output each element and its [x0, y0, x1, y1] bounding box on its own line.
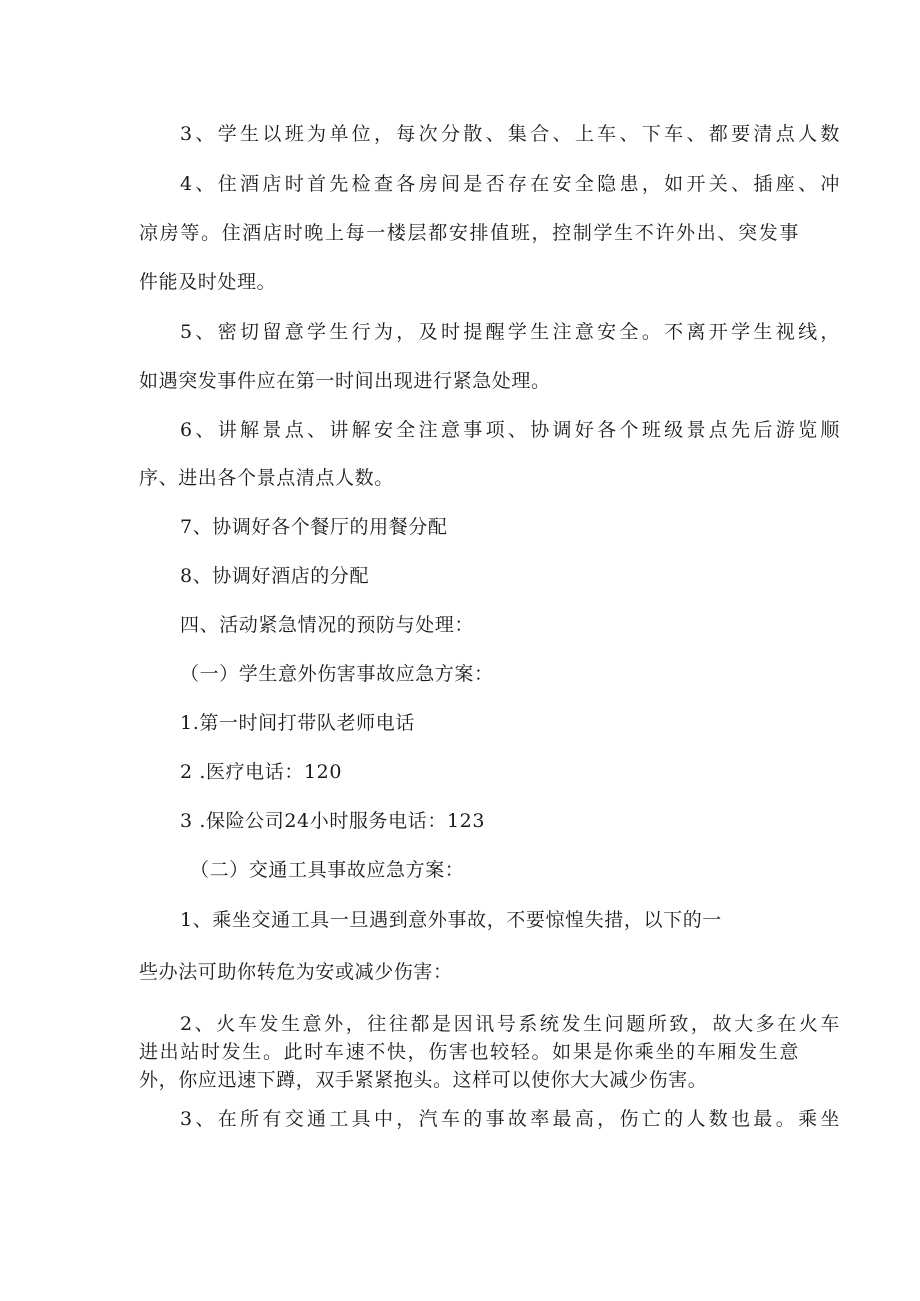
paragraph-line: 件能及时处理。: [139, 271, 277, 293]
paragraph-line: 5、密切留意学生行为，及时提醒学生注意安全。不离开学生视线，: [180, 321, 840, 343]
paragraph-line: 8、协调好酒店的分配: [180, 565, 370, 587]
list-item: 2 .医疗电话：120: [180, 761, 343, 783]
paragraph-line: 3、学生以班为单位，每次分散、集合、上车、下车、都要清点人数: [180, 123, 840, 145]
paragraph-line: 进出站时发生。此时车速不快，伤害也较轻。如果是你乘坐的车厢发生意: [139, 1041, 799, 1063]
list-item: 1.第一时间打带队老师电话: [180, 712, 415, 734]
subsection-heading: （二）交通工具事故应急方案：: [190, 859, 465, 881]
list-item: 3 .保险公司24小时服务电话：123: [180, 810, 486, 832]
paragraph-line: 6、讲解景点、讲解安全注意事项、协调好各个班级景点先后游览顺: [180, 419, 840, 441]
subsection-heading: （一）学生意外伤害事故应急方案：: [180, 663, 494, 685]
paragraph-line: 凉房等。住酒店时晚上每一楼层都安排值班，控制学生不许外出、突发事: [139, 222, 799, 244]
paragraph-line: 外，你应迅速下蹲，双手紧紧抱头。这样可以使你大大减少伤害。: [139, 1069, 708, 1091]
paragraph-line: 4、住酒店时首先检查各房间是否存在安全隐患，如开关、插座、冲: [180, 173, 840, 195]
paragraph-line: 些办法可助你转危为安或减少伤害：: [139, 961, 453, 983]
paragraph-line: 2、火车发生意外，往往都是因讯号系统发生问题所致，故大多在火车: [180, 1013, 840, 1035]
paragraph-line: 序、进出各个景点清点人数。: [139, 467, 394, 489]
paragraph-line: 7、协调好各个餐厅的用餐分配: [180, 516, 448, 538]
paragraph-line: 3、在所有交通工具中，汽车的事故率最高，伤亡的人数也最。乘坐: [180, 1108, 840, 1130]
paragraph-line: 1、乘坐交通工具一旦遇到意外事故，不要惊惶失措，以下的一: [180, 909, 722, 931]
paragraph-line: 如遇突发事件应在第一时间出现进行紧急处理。: [139, 370, 551, 392]
section-heading: 四、活动紧急情况的预防与处理：: [180, 614, 475, 636]
